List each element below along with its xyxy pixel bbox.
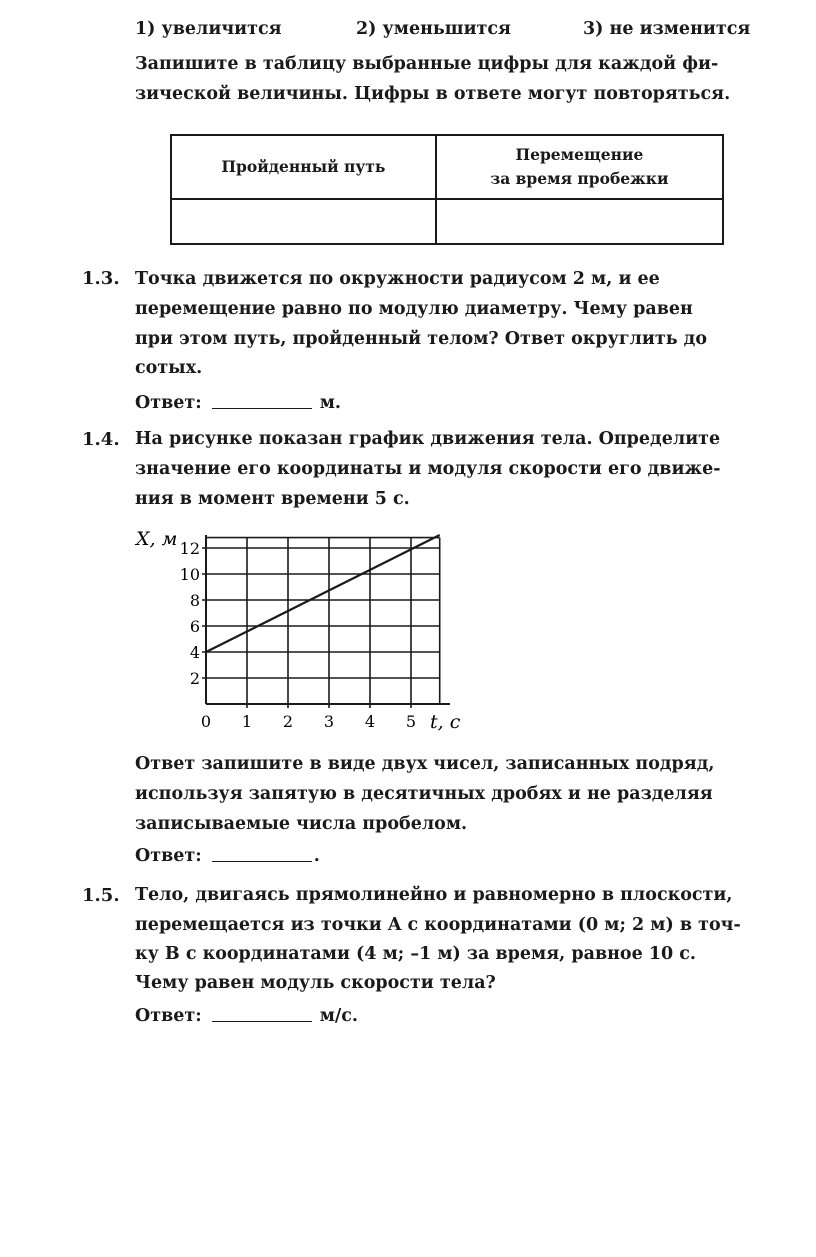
q13-answer [135, 393, 341, 413]
q14-line-3: ния в момент времени 5 с. [135, 489, 410, 509]
answer-label: Ответ: [135, 393, 202, 413]
answer-blank[interactable] [212, 860, 312, 862]
answer-unit: м/с. [319, 1006, 359, 1026]
motion-graph [120, 515, 465, 745]
option-increase: 1) увеличится [135, 19, 282, 39]
x-tick-label-0: 0 [200, 712, 212, 731]
question-number-1-4: 1.4. [82, 429, 120, 450]
table-cell-path[interactable] [171, 199, 436, 244]
q14-line-2: значение его координаты и модуля скорости его движе- [135, 459, 721, 479]
q14-after-line-1: Ответ запишите в виде двух чисел, записанных подряд, [135, 754, 715, 774]
answer-unit: . [313, 846, 320, 866]
q13-line-4: сотых. [135, 358, 203, 378]
x-axis-label: t, с [430, 711, 461, 733]
instruction-line-2: зической величины. Цифры в ответе могут повторяться. [135, 84, 731, 104]
q13-line-2: перемещение равно по модулю диаметру. Чему равен [135, 299, 693, 319]
answer-blank[interactable] [212, 407, 312, 409]
y-tick-label-2: 6 [189, 617, 200, 636]
q15-answer [135, 1006, 358, 1026]
answer-table [170, 134, 724, 245]
x-tick-label-1: 1 [241, 712, 253, 731]
question-number-1-5: 1.5. [82, 885, 120, 906]
q13-line-1: Точка движется по окружности радиусом 2 м, и ее [135, 269, 660, 289]
answer-blank[interactable] [212, 1020, 312, 1022]
instruction-line-1: Запишите в таблицу выбранные цифры для каждой фи- [135, 54, 719, 74]
q14-line-1: На рисунке показан график движения тела. Определите [135, 429, 721, 449]
y-tick-label-1: 4 [189, 643, 200, 662]
q15-line-2: перемещается из точки A с координатами (0 м; 2 м) в точ- [135, 915, 741, 935]
y-tick-label-0: 2 [189, 669, 200, 688]
table-header-displacement: Перемещение за время пробежки [436, 135, 723, 199]
series-line-0 [206, 535, 440, 652]
x-tick-label-5: 5 [405, 712, 417, 731]
option-decrease: 2) уменьшится [356, 19, 511, 39]
q13-line-3: при этом путь, пройденный телом? Ответ округлить до [135, 329, 708, 349]
q15-line-3: ку B с координатами (4 м; –1 м) за время, равное 10 с. [135, 944, 697, 964]
q15-line-4: Чему равен модуль скорости тела? [135, 973, 496, 993]
table-header-path: Пройденный путь [171, 135, 436, 199]
table-cell-displacement[interactable] [436, 199, 723, 244]
q14-after-line-2: используя запятую в десятичных дробях и не разделяя [135, 784, 713, 804]
q14-after-line-3: записываемые числа пробелом. [135, 814, 468, 834]
y-tick-label-3: 8 [189, 591, 200, 610]
q15-line-1: Тело, двигаясь прямолинейно и равномерно в плоскости, [135, 885, 733, 905]
x-tick-label-4: 4 [364, 712, 376, 731]
x-tick-label-2: 2 [282, 712, 294, 731]
answer-label: Ответ: [135, 846, 202, 866]
y-tick-label-4: 10 [179, 565, 200, 584]
x-tick-label-3: 3 [323, 712, 335, 731]
y-axis-label: X, м [136, 528, 178, 550]
y-tick-label-5: 12 [179, 539, 200, 558]
answer-unit: м. [319, 393, 341, 413]
option-unchanged: 3) не изменится [583, 19, 751, 39]
q14-answer [135, 846, 320, 866]
answer-label: Ответ: [135, 1006, 202, 1026]
question-number-1-3: 1.3. [82, 268, 120, 289]
